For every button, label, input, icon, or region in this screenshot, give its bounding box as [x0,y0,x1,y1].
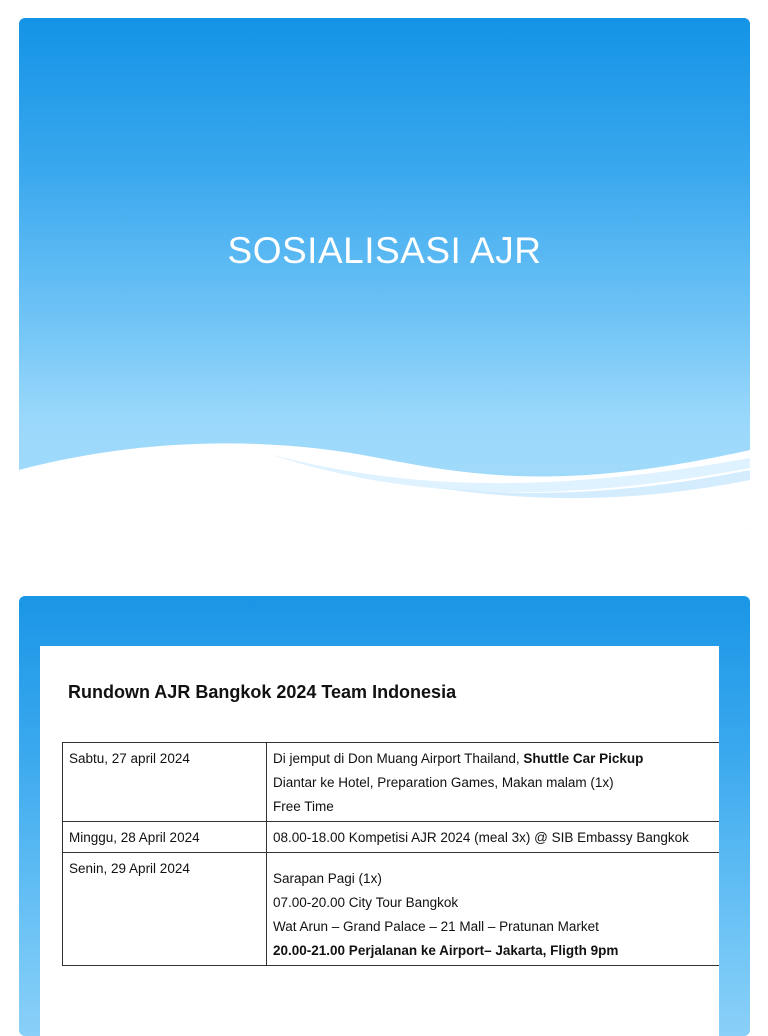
day-label: Minggu, 28 April 2024 [69,830,200,845]
activity-cell [267,743,720,822]
title-slide [19,18,750,530]
slide-title: SOSIALISASI AJR [227,230,542,271]
document-title: Rundown AJR Bangkok 2024 Team Indonesia [68,682,457,702]
wave-decoration [19,18,750,530]
activity-line [273,747,719,771]
activity-line: 20.00-21.00 Perjalanan ke Airport– Jakarta, Fligth 9pm [273,943,619,958]
rundown-table [62,742,719,966]
rundown-slide [19,596,750,1036]
day-label: Sabtu, 27 april 2024 [69,751,190,766]
day-label: Senin, 29 April 2024 [69,861,190,876]
activity-cell [267,822,720,853]
table-row [63,743,720,822]
activity-line: Diantar ke Hotel, Preparation Games, Makan malam (1x) [273,775,614,790]
activity-bold-text: Shuttle Car Pickup [523,751,644,766]
day-cell [63,743,267,822]
activity-text: Di jemput di Don Muang Airport Thailand, [273,751,524,766]
table-row [63,853,720,966]
activity-line: Sarapan Pagi (1x) [273,871,382,886]
activity-line: 08.00-18.00 Kompetisi AJR 2024 (meal 3x) @ SIB Embassy Bangkok [273,830,689,845]
activity-line: Wat Arun – Grand Palace – 21 Mall – Pratunan Market [273,919,599,934]
day-cell [63,853,267,966]
activity-cell [267,853,720,966]
rundown-document [40,646,719,1036]
table-row [63,822,720,853]
activity-line: 07.00-20.00 City Tour Bangkok [273,895,459,910]
day-cell [63,822,267,853]
activity-line: Free Time [273,799,334,814]
